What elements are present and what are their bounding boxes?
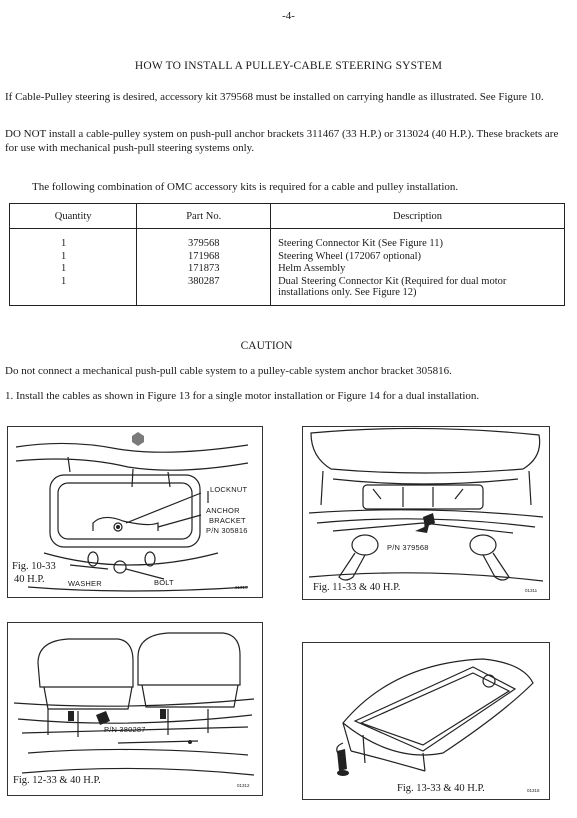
- page-title: HOW TO INSTALL A PULLEY-CABLE STEERING SYSTEM: [134, 60, 443, 72]
- cell-part-no: 171873: [137, 263, 271, 276]
- caution-heading: CAUTION: [240, 340, 293, 352]
- label-part-number: P/N 380287: [104, 725, 146, 734]
- header-quantity: Quantity: [10, 204, 137, 229]
- accessory-kits-table: [9, 203, 565, 306]
- figure-11: [302, 426, 550, 600]
- cell-description: Helm Assembly: [271, 263, 565, 276]
- step-1-instruction: 1. Install the cables as shown in Figure 13 for a single motor installation or Figure 14 for a dual installation.: [5, 390, 480, 402]
- table-row: [10, 263, 565, 276]
- figure-12-illustration: [8, 623, 262, 795]
- label-bracket: BRACKET: [209, 516, 246, 525]
- cell-quantity: 1: [10, 229, 137, 251]
- figure-12-caption: Fig. 12-33 & 40 H.P.: [13, 775, 101, 786]
- figure-13-illustration: [303, 643, 549, 799]
- table-row: [10, 229, 565, 251]
- cell-quantity: 1: [10, 263, 137, 276]
- label-washer: WASHER: [68, 579, 102, 588]
- cell-part-no: 379568: [137, 229, 271, 251]
- cell-description: Steering Connector Kit (See Figure 11): [271, 229, 565, 251]
- cell-description: Dual Steering Connector Kit (Required for dual motor installations only. See Figure 12): [271, 276, 565, 306]
- figure-10-caption-line2: 40 H.P.: [14, 574, 45, 585]
- table-intro: The following combination of OMC accessory kits is required for a cable and pulley installation.: [32, 181, 459, 193]
- label-part-number: P/N 379568: [387, 543, 429, 552]
- label-bolt: BOLT: [154, 578, 174, 587]
- header-part-no: Part No.: [137, 204, 271, 229]
- figure-12: [7, 622, 263, 796]
- label-anchor: ANCHOR: [206, 506, 240, 515]
- figure-11-caption: Fig. 11-33 & 40 H.P.: [313, 582, 401, 593]
- cell-part-no: 380287: [137, 276, 271, 306]
- figure-11-code: 01311: [525, 588, 538, 593]
- page-number: -4-: [282, 10, 295, 22]
- cell-quantity: 1: [10, 276, 137, 306]
- caution-text: Do not connect a mechanical push-pull cable system to a pulley-cable system anchor bracket 305816.: [5, 365, 452, 377]
- cell-quantity: 1: [10, 251, 137, 264]
- cell-part-no: 171968: [137, 251, 271, 264]
- figure-13-code: 01316: [527, 788, 540, 793]
- figure-10: [7, 426, 263, 598]
- table-row: [10, 276, 565, 306]
- figure-11-illustration: [303, 427, 549, 599]
- paragraph-accessory-kit: If Cable-Pulley steering is desired, accessory kit 379568 must be installed on carrying handle as illustrated. See Figure 10.: [5, 91, 544, 103]
- figure-10-code: 01310: [235, 585, 248, 590]
- paragraph-do-not-install: DO NOT install a cable-pulley system on push-pull anchor brackets 311467 (33 H.P.) or 313024 (40 H.P.). These brackets are for use with mechanical push-pull steering systems only.: [5, 128, 559, 154]
- figure-10-caption-line1: Fig. 10-33: [12, 561, 56, 572]
- label-part-number: P/N 305816: [206, 526, 248, 535]
- table-row: [10, 251, 565, 264]
- cell-description: Steering Wheel (172067 optional): [271, 251, 565, 264]
- table-header-row: [10, 204, 565, 229]
- figure-13-caption: Fig. 13-33 & 40 H.P.: [397, 783, 485, 794]
- figure-12-code: 01312: [237, 783, 250, 788]
- figure-13: [302, 642, 550, 800]
- label-locknut: LOCKNUT: [210, 485, 248, 494]
- header-description: Description: [271, 204, 565, 229]
